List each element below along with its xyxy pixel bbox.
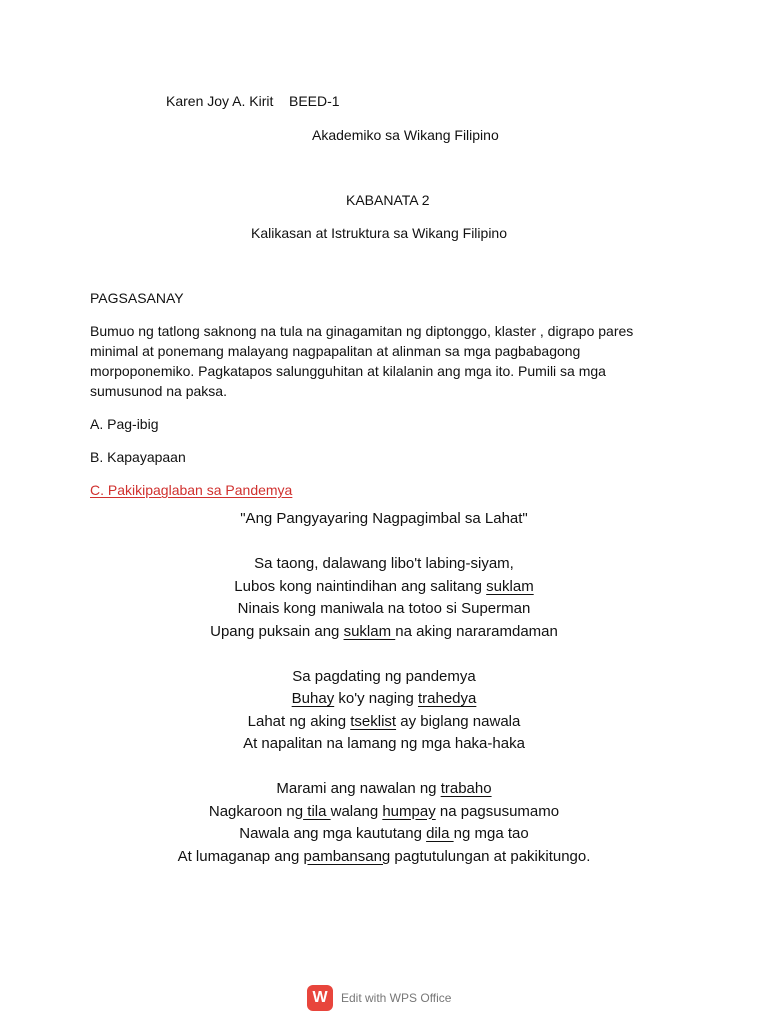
underlined-word: suklam [343, 622, 396, 640]
poem-text: ko'y naging [334, 690, 418, 707]
chapter-title: Kalikasan at Istruktura sa Wikang Filipino [251, 225, 507, 241]
underlined-word: tseklist [350, 712, 397, 730]
option-c-selected[interactable]: C. Pakikipaglaban sa Pandemya [90, 482, 293, 498]
poem-line [0, 688, 768, 711]
exercise-instructions [90, 321, 690, 401]
poem-line [0, 621, 768, 644]
poem-text: walang [330, 802, 383, 820]
poem-text: Marami ang nawalan ng [276, 780, 441, 797]
underlined-word: suklam [486, 577, 534, 595]
poem-stanzas [0, 553, 768, 868]
underlined-word: dila [426, 825, 454, 842]
poem-text: na aking nararamdaman [395, 622, 558, 640]
poem-text: Ninais kong maniwala na totoo si Superman [237, 600, 531, 617]
chapter-heading: KABANATA 2 [346, 192, 430, 208]
option-a: A. Pag-ibig [90, 416, 159, 432]
poem-text: At napalitan na lamang ng mga haka-haka [243, 735, 525, 752]
poem-line [0, 778, 768, 801]
underlined-word: trabaho [440, 780, 492, 797]
course-label: BEED-1 [289, 93, 340, 109]
instruction-line: Bumuo ng tatlong saknong na tula na ginagamitan ng diptonggo, klaster , digrapo pares [90, 323, 634, 339]
poem-title: "Ang Pangyayaring Nagpagimbal sa Lahat" [240, 510, 528, 527]
poem [0, 508, 768, 868]
poem-text: Lubos kong naintindihan ang salitang [234, 577, 487, 595]
poem-line [0, 711, 768, 734]
poem-line [0, 733, 768, 756]
poem-line [0, 801, 768, 824]
underlined-word: Buhay [291, 690, 335, 707]
poem-line [0, 846, 768, 869]
author-name: Karen Joy A. Kirit [166, 93, 274, 109]
underlined-word: pambansang [303, 847, 391, 865]
poem-line [0, 823, 768, 846]
subject-title: Akademiko sa Wikang Filipino [312, 127, 499, 143]
exercise-label: PAGSASANAY [90, 290, 184, 306]
poem-line [0, 666, 768, 689]
poem-text: ng mga tao [453, 825, 529, 842]
underlined-word: trahedya [417, 690, 477, 707]
poem-text: ay biglang nawala [396, 712, 521, 730]
option-b: B. Kapayapaan [90, 449, 186, 465]
poem-text: At lumaganap ang [177, 847, 304, 865]
poem-line [0, 553, 768, 576]
poem-text: Upang puksain ang [210, 622, 344, 640]
poem-text: pagtutulungan at pakikitungo. [390, 847, 591, 865]
poem-text: Sa pagdating ng pandemya [292, 667, 476, 685]
poem-text: Sa taong, dalawang libo't labing-siyam, [254, 555, 514, 572]
poem-text: Nawala ang mga kaututang [239, 825, 427, 842]
instruction-line: morpoponemiko. Pagkatapos salungguhitan at kilalanin ang mga ito. Pumili sa mga [90, 363, 606, 379]
wps-edit-label: Edit with WPS Office [341, 991, 452, 1005]
instruction-line: sumusunod na paksa. [90, 383, 227, 399]
poem-text: Nagkaroon ng [208, 802, 304, 820]
wps-edit-banner[interactable] [307, 985, 451, 1011]
instruction-line: minimal at ponemang malayang nagpapalitan at alinman sa mga pagbabagong [90, 343, 581, 359]
poem-text: Lahat ng aking [247, 712, 351, 730]
underlined-word: humpay [382, 802, 436, 820]
poem-text: na pagsusumamo [435, 802, 560, 820]
wps-logo-icon: W [307, 985, 333, 1011]
underlined-word: tila [303, 802, 331, 820]
poem-line [0, 576, 768, 599]
poem-line [0, 598, 768, 621]
